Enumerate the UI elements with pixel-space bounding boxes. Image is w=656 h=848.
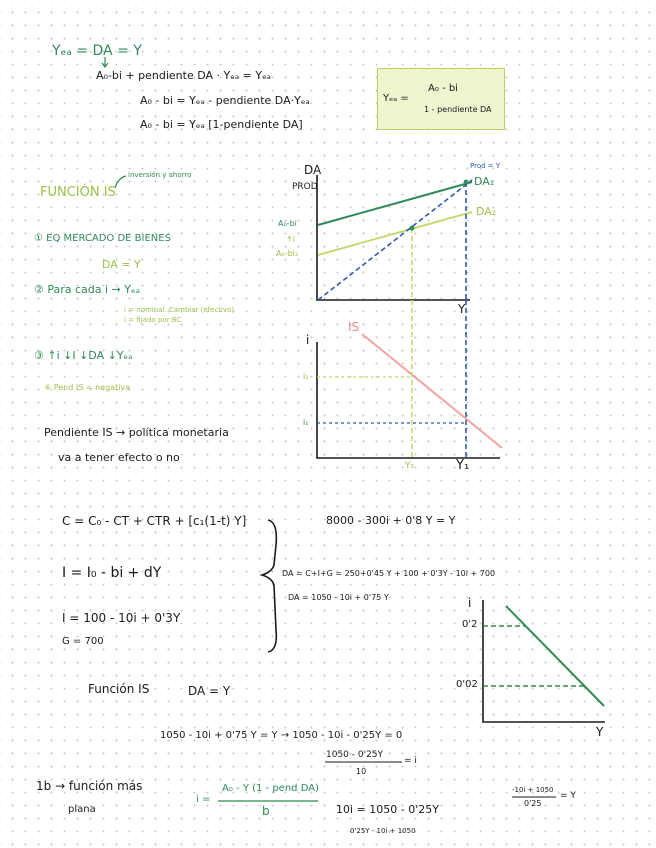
da-calculation-1: DA = C+I+G = 250+0'45 Y + 100 + 0'3Y - 10i + 700: [282, 569, 496, 578]
item-3: ③ ↑i ↓I ↓DA ↓Yₑₐ: [34, 349, 133, 362]
formula-denominator: 1 - pendiente DA: [424, 105, 492, 114]
graph1-da1-label: DA₁: [474, 175, 495, 188]
graph1-axes: [317, 175, 470, 300]
item-1: ① EQ MERCADO DE BIENES: [34, 233, 171, 244]
graph2-is-curve: [362, 334, 502, 448]
derivation-line-3: A₀ - bi = Yₑₐ [1-pendiente DA]: [140, 118, 303, 131]
derivation-step-2-num: 1050 - 0'25Y: [326, 750, 384, 760]
small-graph-tick-1: 0'2: [462, 619, 478, 630]
note-1b-plana: plana: [68, 804, 96, 815]
graph1-da2-label: DA₂: [476, 205, 497, 218]
da-calculation-2: DA = 1050 - 10i + 0'75 Y: [288, 593, 389, 602]
derivation-line-2: A₀ - bi = Yₑₐ - pendiente DA·Yₑₐ: [140, 94, 310, 107]
small-graph-tick-2: 0'02: [456, 679, 478, 690]
government-equation: G = 700: [62, 636, 104, 647]
da-equals-y: DA = Y: [188, 684, 231, 698]
graph1-xlabel: Y: [458, 302, 466, 316]
derivation-step-4: 0'25Y - 10i + 1050: [350, 827, 416, 835]
funcion-is-heading: FUNCIÓN IS: [40, 185, 116, 200]
rhs-denominator: 0'25: [524, 799, 542, 808]
small-graph-xlabel: Y: [596, 725, 604, 739]
small-graph-axes: [483, 600, 605, 722]
graph1-ylabel-top: DA: [304, 163, 322, 177]
derivation-step-2-den: 10: [356, 767, 367, 776]
graph2-x-y1: Y₁: [456, 458, 470, 473]
graph2-tick-i2: i₂: [303, 372, 309, 381]
graph1-label-i: ↑i: [286, 235, 295, 244]
graph1-intersection-1: [464, 180, 469, 185]
graph1-intersection-2: [410, 226, 415, 231]
item-2: ② Para cada i → Yₑₐ: [34, 283, 140, 296]
formula-lhs: Yₑₐ =: [383, 93, 409, 104]
graph1-45-degree-line: [318, 180, 472, 300]
funcion-is-bottom: Función IS: [88, 682, 150, 696]
item-1-equation: DA = Y: [102, 258, 141, 271]
investment-equation: I = I₀ - bi + dY: [62, 565, 162, 581]
small-graph-line: [506, 606, 604, 706]
heading-equilibrium: Yₑₐ = DA = Y: [52, 43, 142, 59]
graph2-axes: [317, 342, 500, 458]
item-2-note-a: i = nominal. Cambiar (efectivo): [124, 306, 235, 314]
i-equation-denominator: b: [262, 804, 270, 818]
pendiente-note-2: va a tener efecto o no: [58, 451, 180, 464]
graph1-ylabel: PROD: [292, 182, 318, 192]
graph2-ylabel: i: [306, 333, 310, 347]
i-equation-lhs: i =: [196, 794, 211, 805]
rhs-equals-y: = Y: [560, 791, 576, 801]
item-4: ④ Pend IS = negativa: [44, 383, 131, 392]
annotation-arrow: [115, 176, 126, 188]
graph2-tick-i1: i₁: [303, 418, 309, 427]
investment-numeric: I = 100 - 10i + 0'3Y: [62, 611, 181, 625]
consumption-equation: C = C₀ - CT + CTR + [c₁(1-t) Y]: [62, 514, 247, 528]
pendiente-note-1: Pendiente IS → política monetaria: [44, 426, 229, 439]
system-brace: [262, 520, 276, 652]
small-graph-ylabel: i: [468, 596, 472, 610]
graph1-label-a0bi2: A₀-bi₂: [276, 249, 299, 258]
rhs-numerator: -10i + 1050: [512, 786, 554, 794]
is-numeric-equation: 8000 - 300i + 0'8 Y = Y: [326, 514, 456, 527]
formula-numerator: A₀ - bi: [428, 83, 458, 94]
annotation-inversion-ahorro: inversión y ahorro: [128, 171, 192, 179]
derivation-step-3: 10i = 1050 - 0'25Y: [336, 803, 439, 816]
derivation-line-1: A₀-bi + pendiente DA · Yₑₐ = Yₑₐ: [96, 69, 271, 82]
i-equation-numerator: A₀ - Y (1 - pend DA): [222, 783, 319, 794]
item-2-note-b: i = fijado por BC: [124, 316, 182, 324]
graph2-is-label: IS: [348, 320, 360, 334]
graph2-x-y2: Y₂: [405, 461, 415, 471]
derivation-step-2-eq: = i: [404, 756, 417, 766]
graph1-label-a0bi: A₀-bi: [278, 219, 297, 228]
graph1-prod-y: Prod = Y: [470, 162, 501, 170]
note-1b: 1b → función más: [36, 779, 143, 793]
derivation-step-1: 1050 - 10i + 0'75 Y = Y → 1050 - 10i - 0'25Y = 0: [160, 730, 403, 741]
